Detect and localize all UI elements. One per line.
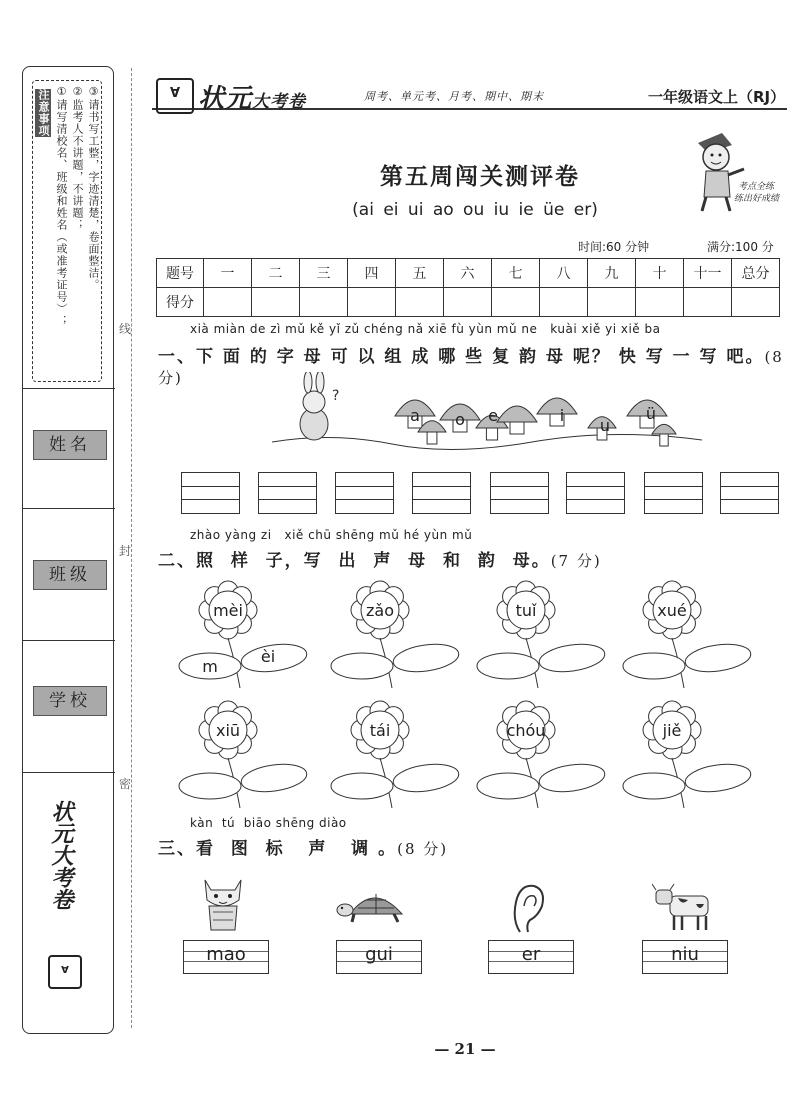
mushroom-stem xyxy=(486,428,497,440)
flower-5 xyxy=(178,700,328,810)
mascot-caption-2: 练出好成绩 xyxy=(734,194,780,204)
answer-box-niu[interactable] xyxy=(642,940,728,974)
answer-box-er[interactable] xyxy=(488,940,574,974)
full-score: 满分:100 分 xyxy=(707,240,774,254)
score-col: 五 xyxy=(396,259,444,288)
score-col: 十一 xyxy=(684,259,732,288)
score-table xyxy=(156,258,780,317)
score-cell[interactable] xyxy=(732,288,780,317)
letter-i: i xyxy=(559,406,565,425)
word-gui: gui xyxy=(365,944,393,965)
answer-box-gui[interactable] xyxy=(336,940,422,974)
leaf-right[interactable] xyxy=(392,761,461,796)
ear-picture xyxy=(508,880,548,936)
q2-heading: 二、照 样 子，写 出 声 母 和 韵 母。(7 分) xyxy=(158,551,602,571)
leaf-right[interactable] xyxy=(684,761,753,796)
flower-syllable: xiū xyxy=(215,721,241,740)
notice-label: 注意事项 xyxy=(37,89,50,137)
score-cell[interactable] xyxy=(396,288,444,317)
flower-6 xyxy=(330,700,480,810)
exam-types: 周考、单元考、月考、期中、期末 xyxy=(364,90,544,103)
leaf-left[interactable] xyxy=(477,773,539,799)
flower-4 xyxy=(622,580,772,690)
score-cell[interactable] xyxy=(588,288,636,317)
score-col: 八 xyxy=(540,259,588,288)
q1-points: (8 分) xyxy=(158,348,784,387)
score-col-total: 总分 xyxy=(732,259,780,288)
q1-heading: 一、下 面 的 字 母 可 以 组 成 哪 些 复 韵 母 呢？ 快 写 一 写 吧。(8 分) xyxy=(158,347,784,387)
flower-syllable: jiě xyxy=(662,721,682,740)
divider xyxy=(22,640,115,641)
flower-syllable: mèi xyxy=(213,601,243,620)
example-yunmu: èi xyxy=(260,647,276,666)
score-col: 九 xyxy=(588,259,636,288)
mushroom-cap xyxy=(652,424,676,434)
score-table-score-label: 得分 xyxy=(157,288,204,317)
leaf-left[interactable] xyxy=(179,773,241,799)
school-field-label: 学校 xyxy=(33,686,107,716)
mascot-icon xyxy=(688,125,788,215)
name-field-label: 姓名 xyxy=(33,430,107,460)
letter-a: a xyxy=(410,406,420,425)
word-mao: mao xyxy=(206,944,246,965)
q1-answer-box[interactable] xyxy=(566,472,625,514)
notice-item-1: ①请写清校名、班级和姓名（或准考证号）； xyxy=(55,85,68,327)
q1-answer-box[interactable] xyxy=(644,472,703,514)
notice-item-3: ③请书写工整，字迹清楚，卷面整洁。 xyxy=(87,85,100,291)
leaf-left[interactable] xyxy=(623,773,685,799)
flower-syllable: tuǐ xyxy=(515,601,537,620)
score-col: 六 xyxy=(444,259,492,288)
sidebar-brand: 状元大考卷 xyxy=(48,800,73,910)
cat-picture xyxy=(195,872,251,934)
leaf-right[interactable] xyxy=(240,761,309,796)
score-cell[interactable] xyxy=(684,288,732,317)
score-col: 二 xyxy=(252,259,300,288)
grade-label: 一年级语文上（RJ） xyxy=(648,88,786,106)
flower-syllable: chóu xyxy=(506,721,546,740)
q1-pinyin: xià miàn de zì mǔ kě yǐ zǔ chéng nǎ xiē fù yùn mǔ ne kuài xiě yi xiě ba xyxy=(190,322,661,336)
flower-3 xyxy=(476,580,626,690)
q1-answer-box[interactable] xyxy=(490,472,549,514)
score-table-score-row xyxy=(157,288,780,317)
q1-answer-box[interactable] xyxy=(335,472,394,514)
divider xyxy=(22,772,115,773)
leaf-left[interactable] xyxy=(477,653,539,679)
score-cell[interactable] xyxy=(444,288,492,317)
cut-mark-line: 线 xyxy=(119,322,132,336)
q1-answer-box[interactable] xyxy=(258,472,317,514)
score-cell[interactable] xyxy=(540,288,588,317)
flower-1 xyxy=(178,580,328,690)
turtle-picture xyxy=(336,888,414,928)
answer-box-mao[interactable] xyxy=(183,940,269,974)
leaf-right[interactable] xyxy=(538,641,607,676)
score-col: 一 xyxy=(204,259,252,288)
page-title: 第五周闯关测评卷 xyxy=(380,163,580,190)
q1-answer-box[interactable] xyxy=(720,472,779,514)
publisher-logo: Ɐ xyxy=(156,78,194,114)
flower-syllable: tái xyxy=(369,721,391,740)
q3-points: (8 分) xyxy=(397,840,449,858)
notice-box xyxy=(32,80,102,382)
class-field-label: 班级 xyxy=(33,560,107,590)
cut-mark-seal: 封 xyxy=(119,544,132,558)
leaf-left[interactable] xyxy=(331,773,393,799)
cut-mark-secret: 密 xyxy=(119,777,132,791)
svg-text:?: ? xyxy=(332,388,340,404)
q2-points: (7 分) xyxy=(550,552,602,570)
score-table-header-row xyxy=(157,259,780,288)
score-cell[interactable] xyxy=(348,288,396,317)
score-col: 三 xyxy=(300,259,348,288)
q3-pinyin: kàn tú biāo shēng diào xyxy=(190,816,347,830)
flower-7 xyxy=(476,700,626,810)
example-shengmu: m xyxy=(202,657,218,676)
page-subtitle: (ai ei ui ao ou iu ie üe er) xyxy=(352,200,598,220)
flower-8 xyxy=(622,700,772,810)
score-cell[interactable] xyxy=(300,288,348,317)
q1-answer-box[interactable] xyxy=(181,472,240,514)
time-limit: 时间:60 分钟 xyxy=(578,240,650,254)
score-col: 四 xyxy=(348,259,396,288)
q1-answer-box[interactable] xyxy=(412,472,471,514)
letter-u: u xyxy=(599,416,611,435)
leaf-right[interactable] xyxy=(684,641,753,676)
score-cell[interactable] xyxy=(252,288,300,317)
brand-subtitle: 大考卷 xyxy=(252,92,307,112)
mushroom-stem xyxy=(510,422,524,434)
letter-e: e xyxy=(488,406,498,425)
mascot-caption-1: 考点全练 xyxy=(738,182,775,192)
sidebar-logo: Ɐ xyxy=(48,955,82,989)
word-niu: niu xyxy=(671,944,699,965)
divider xyxy=(22,508,115,509)
flower-syllable: xué xyxy=(657,601,687,620)
flower-2 xyxy=(330,580,480,690)
score-col: 十 xyxy=(636,259,684,288)
score-table-header-label: 题号 xyxy=(157,259,204,288)
leaf-right[interactable] xyxy=(392,641,461,676)
page-number: — 21 — xyxy=(434,1040,496,1058)
score-col: 七 xyxy=(492,259,540,288)
word-er: er xyxy=(521,944,541,965)
letter-o: o xyxy=(455,410,465,429)
score-cell[interactable] xyxy=(204,288,252,317)
divider xyxy=(22,388,115,389)
q2-pinyin: zhào yàng zi xiě chū shēng mǔ hé yùn mǔ xyxy=(190,528,473,542)
mushroom-stem xyxy=(660,434,668,446)
q3-heading: 三、看 图 标 声 调 。(8 分) xyxy=(158,839,449,859)
leaf-right[interactable] xyxy=(538,761,607,796)
cow-picture xyxy=(652,882,718,934)
leaf-left[interactable] xyxy=(331,653,393,679)
score-cell[interactable] xyxy=(636,288,684,317)
brand-title: 状元大考卷 xyxy=(198,84,307,114)
notice-item-2: ②监考人不讲题，不讲题； xyxy=(71,85,84,231)
mushroom-stem xyxy=(427,432,437,444)
flower-syllable: zǎo xyxy=(366,601,394,620)
score-cell[interactable] xyxy=(492,288,540,317)
leaf-left[interactable] xyxy=(623,653,685,679)
letter-u-umlaut: ü xyxy=(645,404,657,423)
